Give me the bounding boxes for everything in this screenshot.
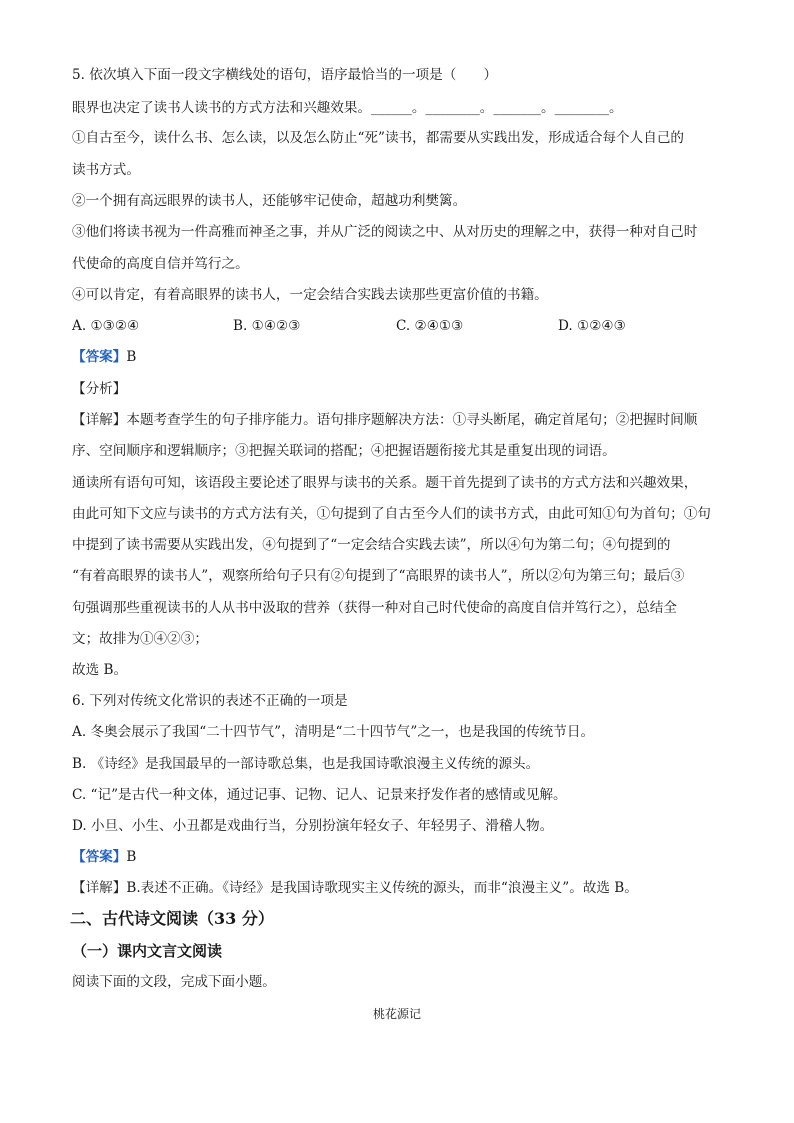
q5-sentence-1a: ①自古至今，读什么书、怎么读，以及怎么防止“死”读书，都需要从实践出发，形成适合每个人自己的 (72, 130, 685, 146)
q5-sentence-3a: ③他们将读书视为一件高雅而神圣之事，并从广泛的阅读之中、从对历史的理解之中，获得一种对自己时 (72, 224, 698, 240)
q5-sentence-3b: 代使命的高度自信并笃行之。 (72, 256, 249, 272)
q5-detail-tag: 【详解】 (72, 412, 127, 428)
q6-detail (72, 878, 638, 898)
q6-detail-text: B.表述不正确。《诗经》是我国诗歌现实主义传统的源头，而非“浪漫主义”。故选 B。 (126, 880, 638, 896)
q6-detail-tag: 【详解】 (72, 880, 127, 896)
q5-answer-tag: 【答案】 (72, 349, 127, 365)
q6-option-a: A. 冬奥会展示了我国“二十四节气”，清明是“二十四节气”之一，也是我国的传统节日。 (72, 724, 595, 740)
q6-option-b: B. 《诗经》是我国最早的一部诗歌总集，也是我国诗歌浪漫主义传统的源头。 (72, 756, 540, 772)
reading-instruction: 阅读下面的文段，完成下面小题。 (72, 974, 276, 990)
q5-explanation-2: 由此可知下文应与读书的方式方法有关，①句提到了自古至今人们的读书方式，由此可知①句为首句；①句 (72, 506, 711, 522)
passage-title: 桃花源记 (372, 1007, 421, 1021)
q5-detail (72, 410, 697, 430)
q5-passage: 眼界也决定了读书人读书的方式方法和兴趣效果。______。________。_______。________。 (72, 100, 623, 116)
q5-answer (72, 347, 136, 367)
q5-sentence-4: ④可以肯定，有着高眼界的读书人，一定会结合实践去读那些更富价值的书籍。 (72, 287, 548, 303)
q5-explanation-4: “有着高眼界的读书人”，观察所给句子只有②句提到了“高眼界的读书人”，所以②句为第三句；最后③ (72, 568, 685, 584)
q5-option-d: D. ①②④③ (558, 318, 626, 334)
q5-sentence-2: ②一个拥有高远眼界的读书人，还能够牢记使命，超越功利樊篱。 (72, 193, 467, 209)
q5-option-c: C. ②④①③ (396, 318, 464, 334)
q5-answer-value: B (126, 349, 137, 365)
q5-detail-cont: 序、空间顺序和逻辑顺序；③把握关联词的搭配；④把握语题衔接尤其是重复出现的词语。 (72, 443, 616, 459)
subsection-heading: （一）课内文言文阅读 (72, 942, 223, 960)
q5-detail-text: 本题考查学生的句子排序能力。语句排序题解决方法：①寻头断尾，确定首尾句；②把握时间顺 (126, 412, 698, 428)
q5-explanation-6: 文；故排为①④②③； (72, 631, 208, 647)
q5-conclusion: 故选 B。 (72, 662, 128, 678)
q6-answer (72, 847, 136, 867)
q5-explanation-5: 句强调那些重视读书的人从书中汲取的营养（获得一种对自己时代使命的高度自信并笃行之），总结全 (72, 600, 677, 616)
q6-option-c: C. “记”是古代一种文体，通过记事、记物、记人、记景来抒发作者的感情或见解。 (72, 787, 567, 803)
q5-stem: 5. 依次填入下面一段文字横线处的语句，语序最恰当的一项是（ ） (72, 67, 498, 83)
q5-sentence-1b: 读书方式。 (72, 162, 140, 178)
q6-stem: 6. 下列对传统文化常识的表述不正确的一项是 (72, 693, 348, 709)
q6-answer-tag: 【答案】 (72, 849, 127, 865)
q5-explanation-1: 通读所有语句可知，该语段主要论述了眼界与读书的关系。题干首先提到了读书的方式方法和兴趣效果， (72, 475, 698, 491)
section-heading: 二、古代诗文阅读（33 分） (70, 909, 274, 928)
q6-option-d: D. 小旦、小生、小丑都是戏曲行当，分别扮演年轻女子、年轻男子、滑稽人物。 (72, 818, 554, 834)
q5-explanation-3: 中提到了读书需要从实践出发，④句提到了“一定会结合实践去读”，所以④句为第二句；④句提到的 (72, 537, 671, 553)
q5-option-b: B. ①④②③ (233, 318, 301, 334)
q5-option-a: A. ①③②④ (72, 318, 140, 334)
q5-analysis-tag: 【分析】 (72, 381, 127, 397)
q6-answer-value: B (126, 849, 137, 865)
